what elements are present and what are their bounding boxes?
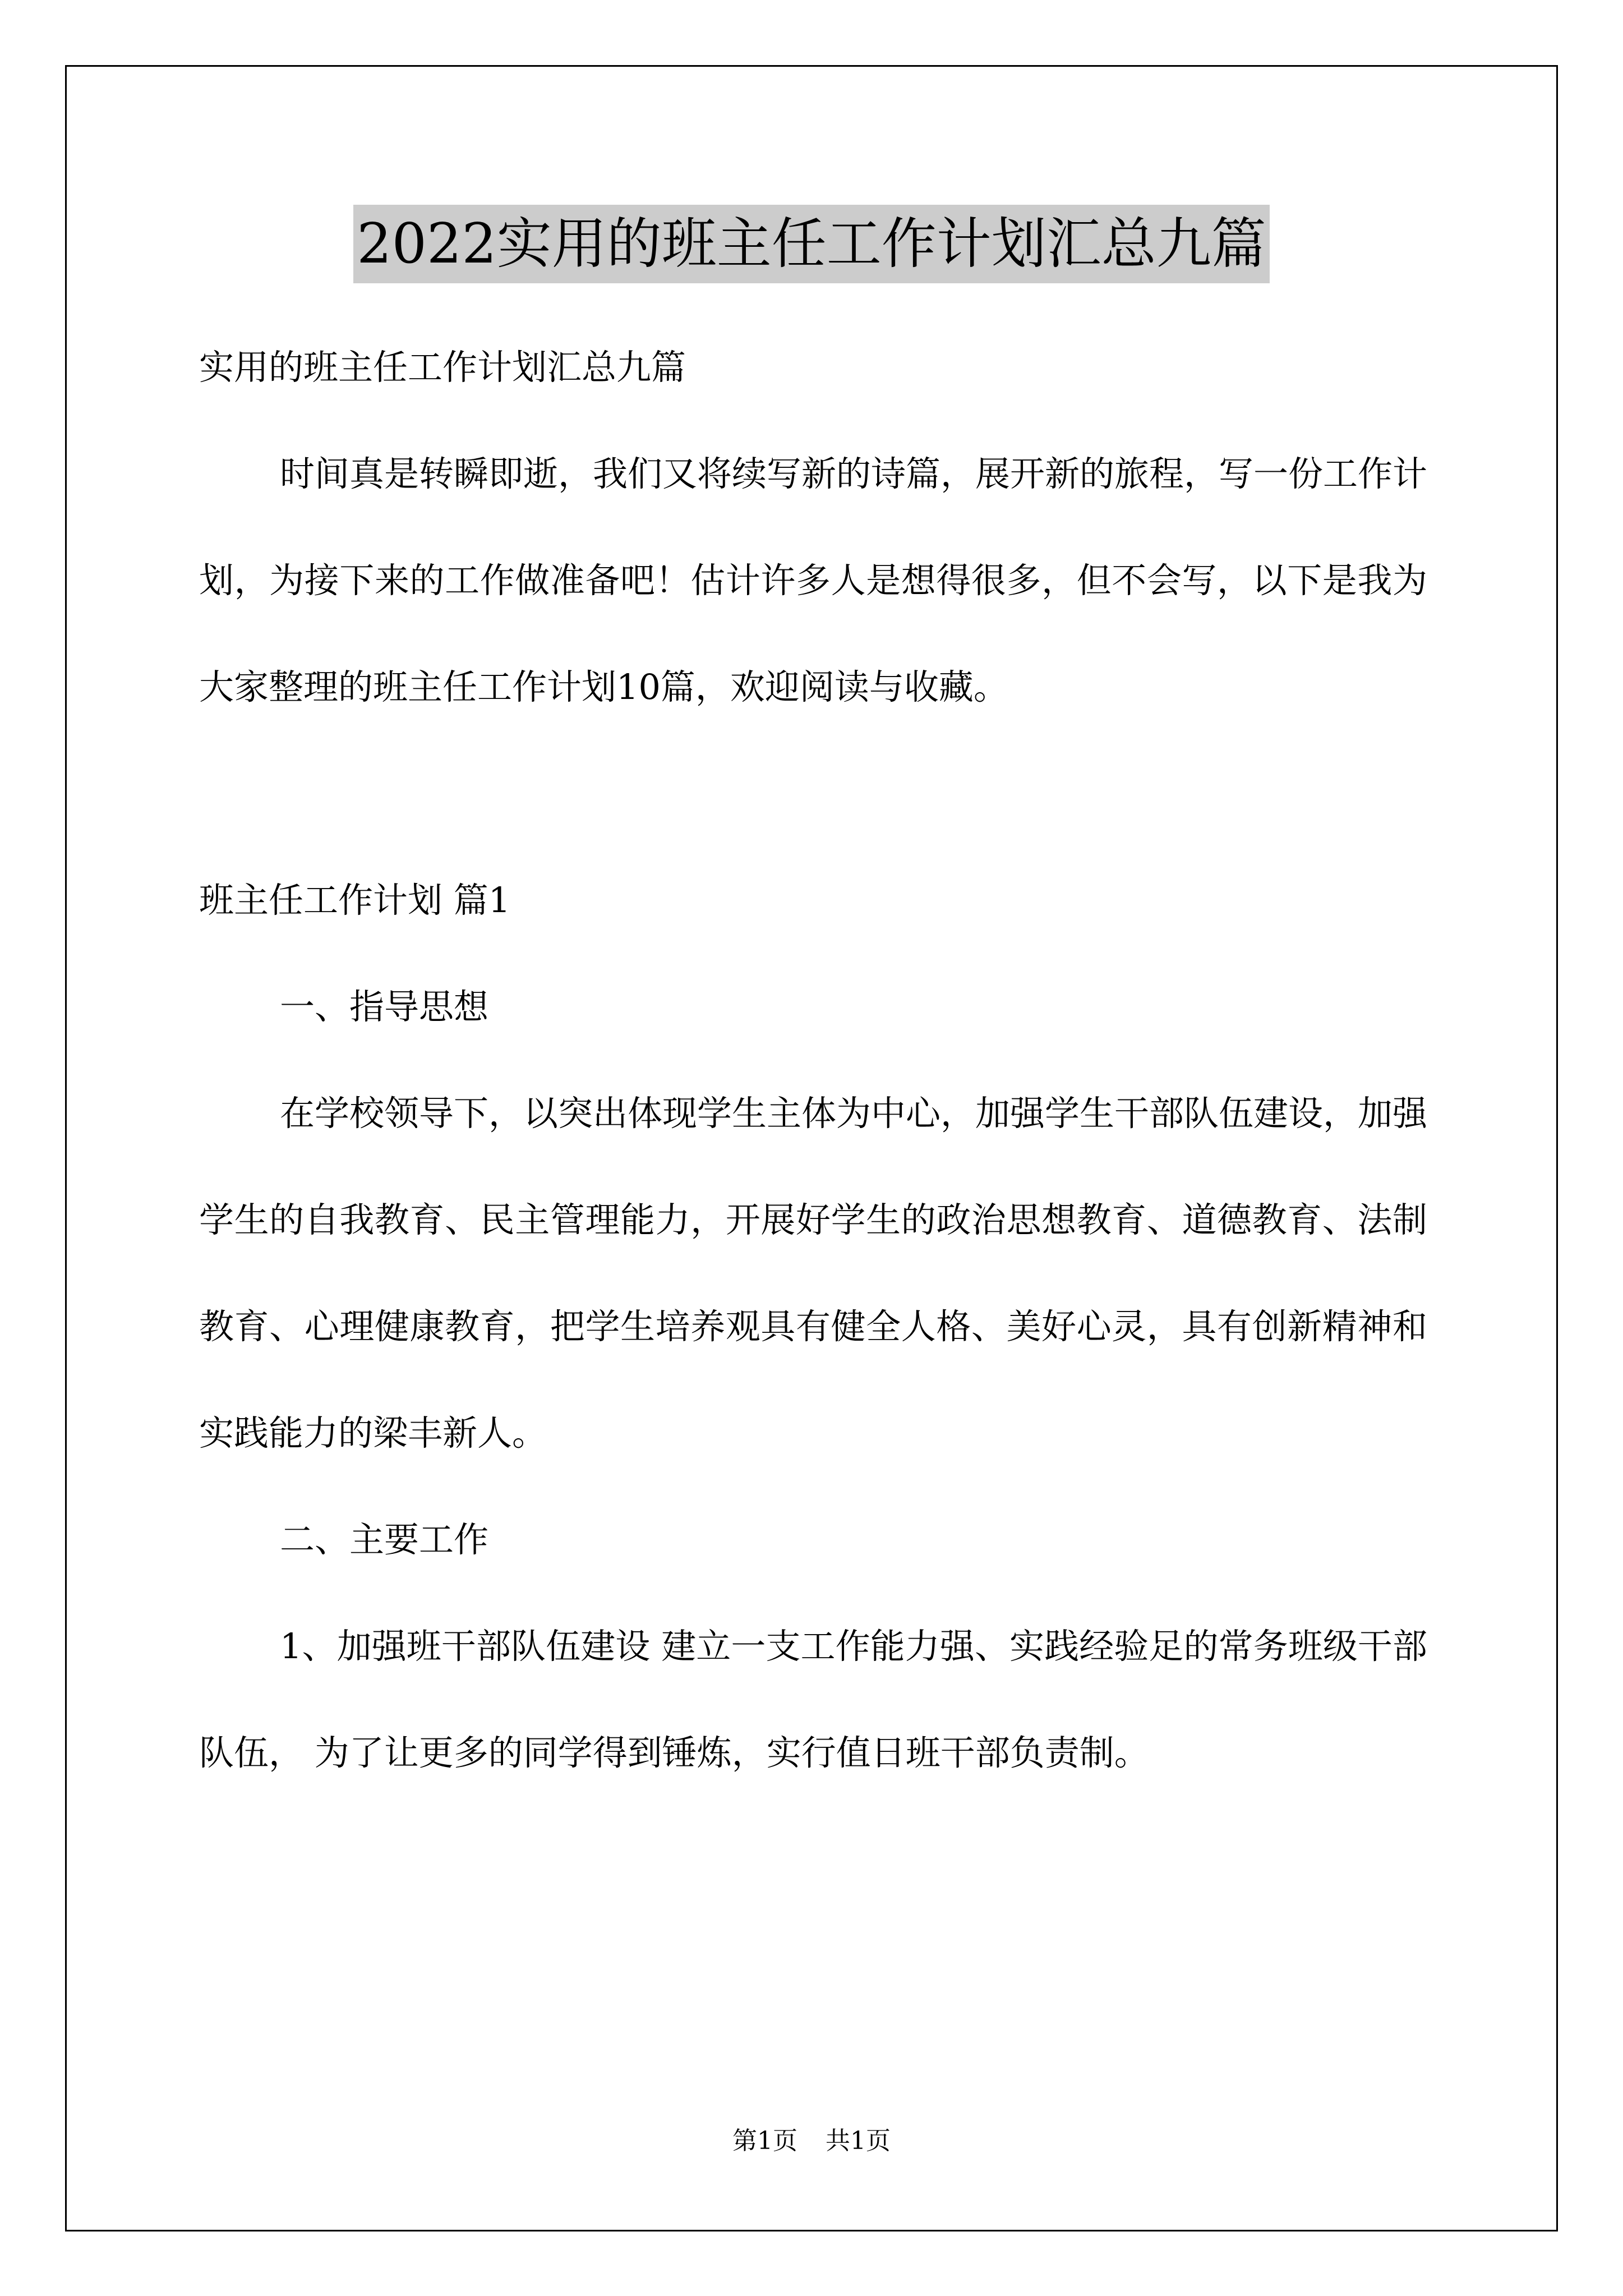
document-title-wrapper (0, 205, 1623, 283)
page-total: 共1页 (826, 2127, 891, 2155)
main-work-paragraph: 1、加强班干部队伍建设 建立一支工作能力强、实践经验足的常务班级干部队伍， 为了让更多的同学得到锤炼，实行值日班干部负责制。 (199, 1626, 1427, 1773)
heading-main-work: 二、主要工作 (280, 1519, 489, 1560)
page-footer (0, 2120, 1623, 2156)
guiding-principle-paragraph: 在学校领导下，以突出体现学生主体为中心，加强学生干部队伍建设，加强学生的自我教育、民主管理能力，开展好学生的政治思想教育、道德教育、法制教育、心理健康教育，把学生培养观具有健全人格、美好心灵，具有创新精神和实践能力的梁丰新人。 (199, 1093, 1428, 1453)
section-heading: 班主任工作计划 篇1 (199, 880, 511, 921)
document-title: 2022实用的班主任工作计划汇总九篇 (353, 205, 1269, 283)
spacer (199, 740, 1427, 847)
heading-guiding-principle: 一、指导思想 (280, 986, 489, 1027)
page-number: 第1页 (732, 2127, 797, 2155)
document-subtitle: 实用的班主任工作计划汇总九篇 (199, 347, 686, 388)
document-body (199, 314, 1427, 1806)
intro-paragraph: 时间真是转瞬即逝，我们又将续写新的诗篇，展开新的旅程，写一份工作计划，为接下来的工作做准备吧！估计许多人是想得很多，但不会写，以下是我为大家整理的班主任工作计划10篇，欢迎阅读与收藏。 (199, 453, 1428, 707)
